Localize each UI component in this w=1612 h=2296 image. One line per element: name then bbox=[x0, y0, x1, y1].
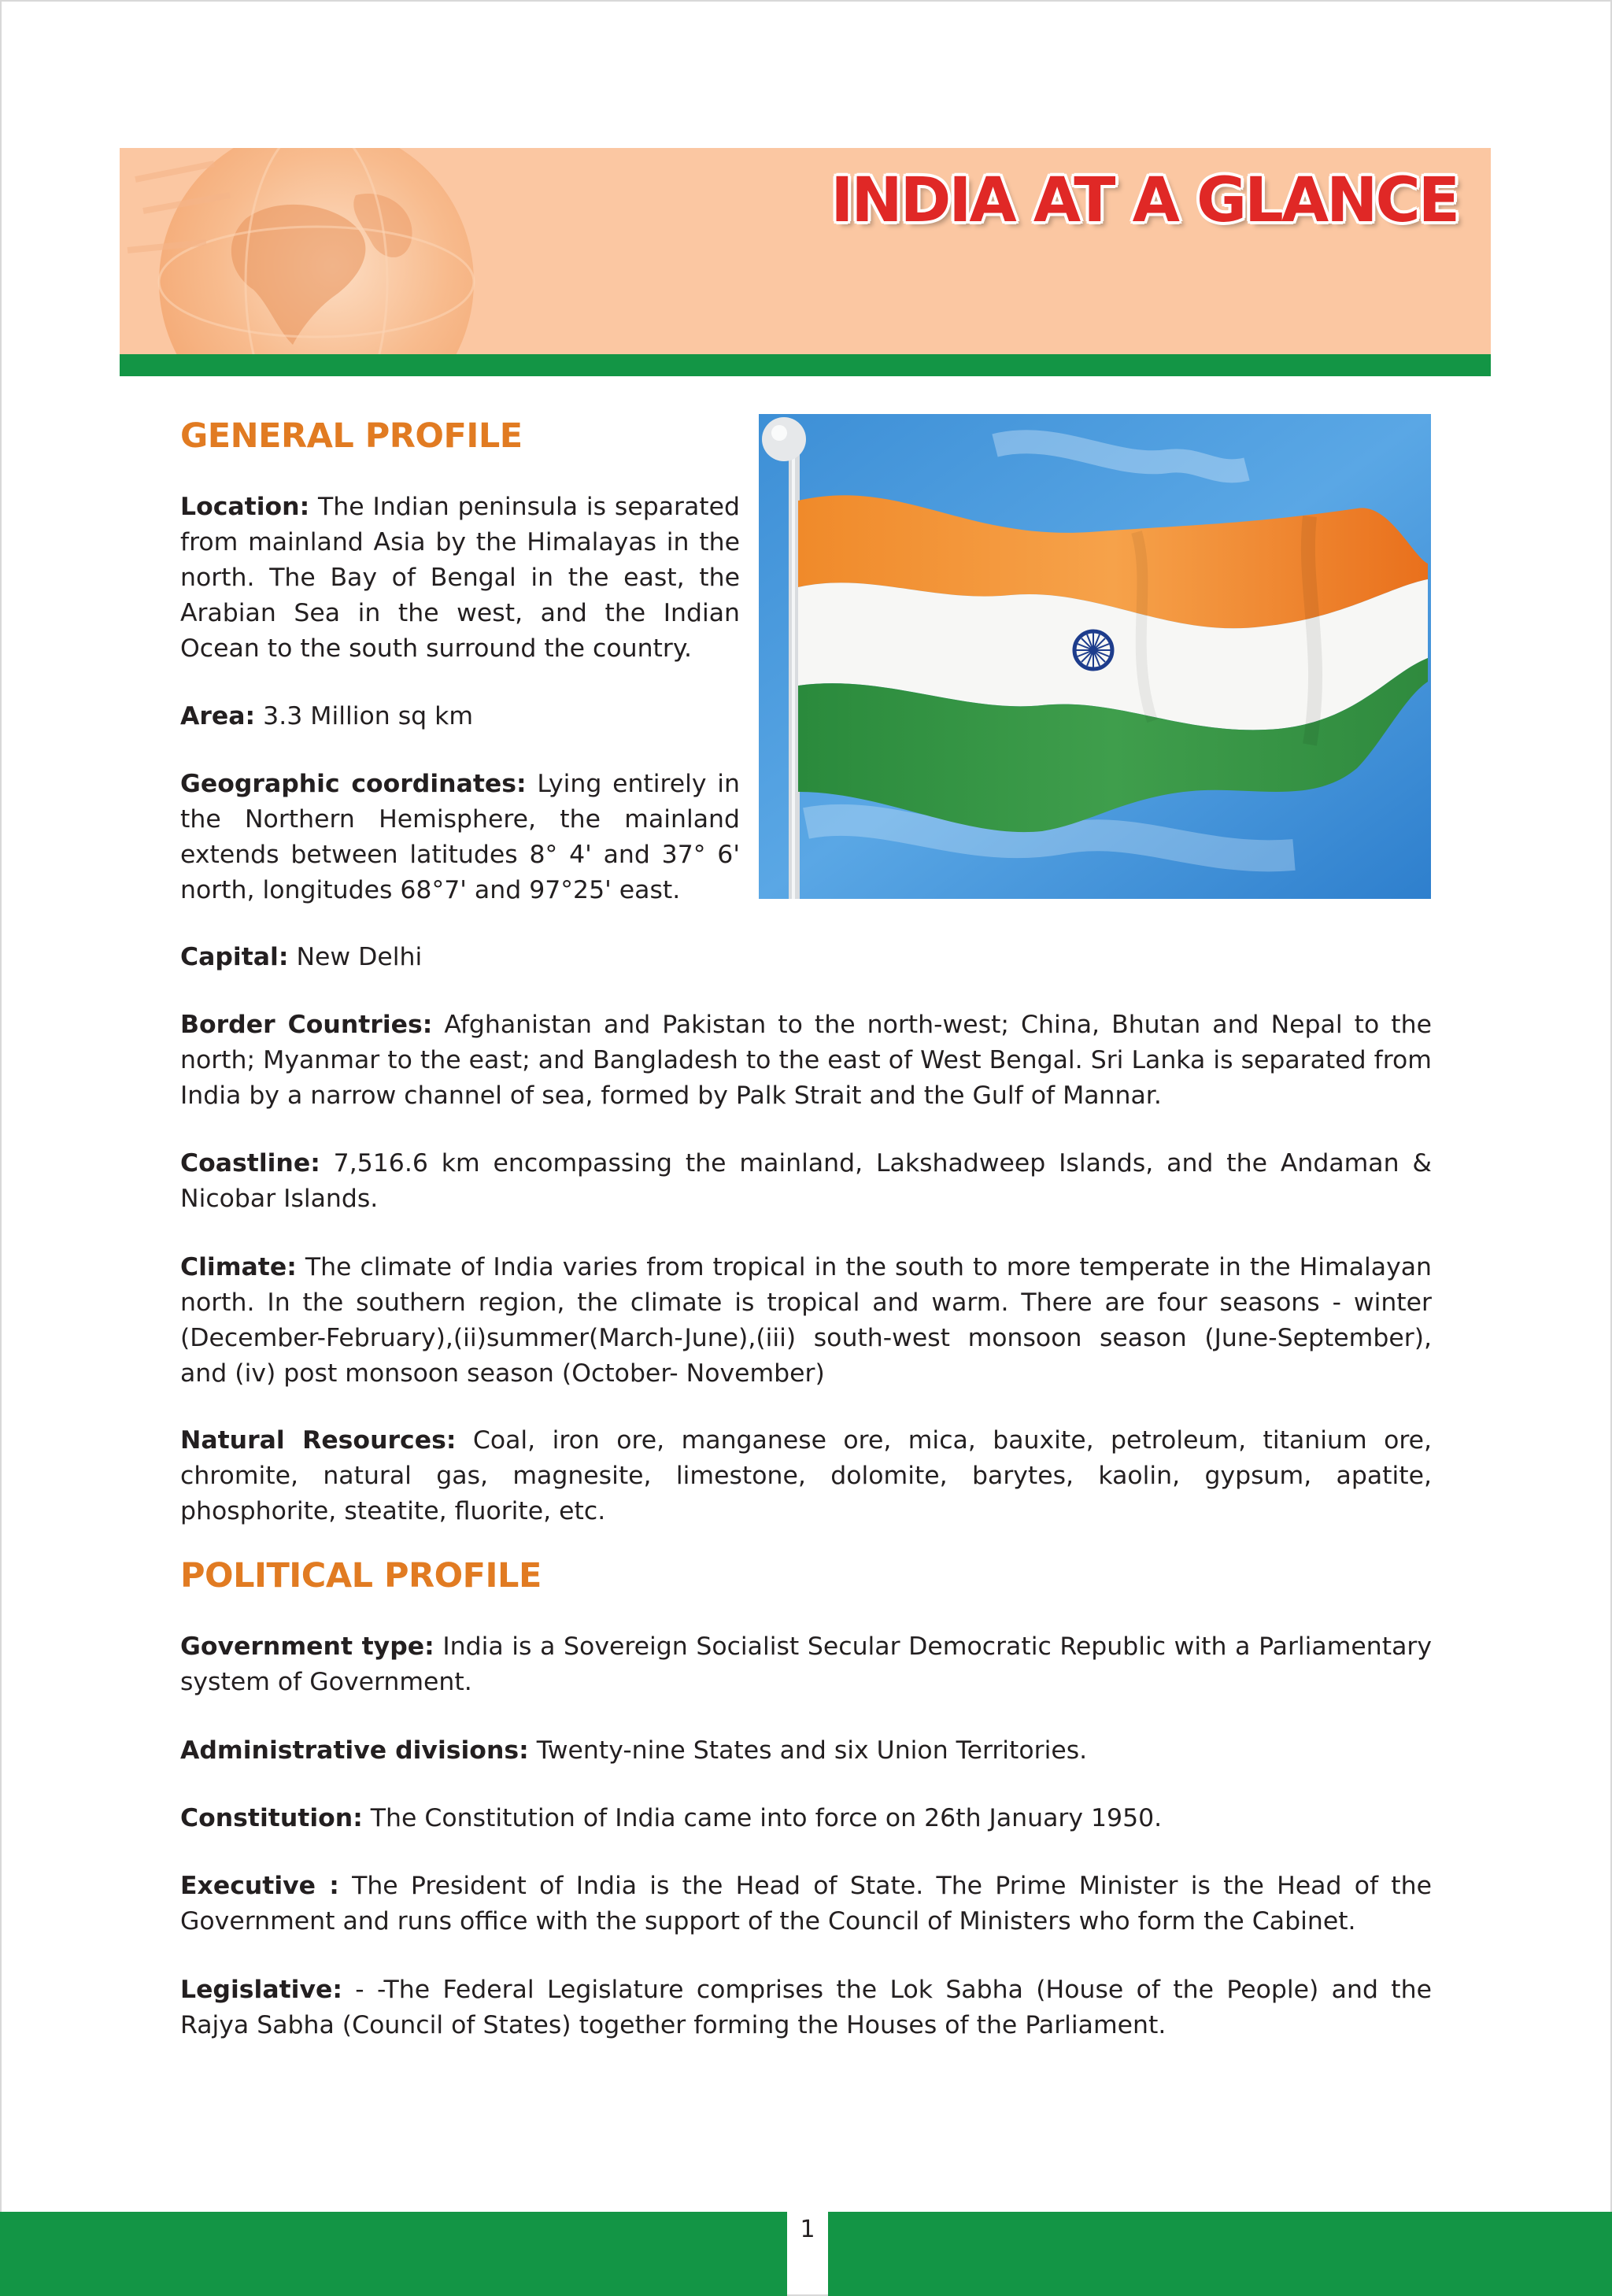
capital-label: Capital: bbox=[180, 943, 289, 971]
general-profile-heading: GENERAL PROFILE bbox=[180, 416, 523, 456]
climate-text: The climate of India varies from tropical in the south to more temperate in the Himalayan north. In the southern region, the climate is tropical and warm. There are four seasons - winter (December-February),(ii)summer(March-June),(iii) south-west monsoon season (June-September), and (iv) post monsoon season (October- November) bbox=[180, 1253, 1432, 1388]
natural-resources-paragraph bbox=[180, 1423, 1432, 1529]
climate-paragraph bbox=[180, 1250, 1432, 1392]
coordinates-label: Geographic coordinates: bbox=[180, 770, 527, 798]
government-type-text: India is a Sovereign Socialist Secular Democratic Republic with a Parliamentary system of Government. bbox=[180, 1632, 1432, 1696]
page-title: INDIA AT A GLANCE bbox=[830, 165, 1458, 236]
climate-label: Climate: bbox=[180, 1253, 297, 1281]
constitution-paragraph bbox=[180, 1801, 1432, 1836]
administrative-divisions-label: Administrative divisions: bbox=[180, 1736, 529, 1765]
header-stripe bbox=[120, 354, 1491, 376]
natural-resources-text: Coal, iron ore, manganese ore, mica, bauxite, petroleum, titanium ore, chromite, natural gas, magnesite, limestone, dolomite, barytes, kaolin, gypsum, apatite, phosphorite, steatite, fluorite, etc. bbox=[180, 1426, 1432, 1525]
area-paragraph bbox=[180, 699, 740, 734]
government-type-label: Government type: bbox=[180, 1632, 434, 1661]
capital-text: New Delhi bbox=[288, 943, 423, 971]
political-profile-heading: POLITICAL PROFILE bbox=[180, 1556, 542, 1595]
executive-paragraph bbox=[180, 1869, 1432, 1939]
border-countries-paragraph bbox=[180, 1008, 1432, 1114]
border-countries-label: Border Countries: bbox=[180, 1011, 433, 1039]
legislative-paragraph bbox=[180, 1972, 1432, 2043]
indian-flag-photo bbox=[759, 414, 1431, 899]
coastline-paragraph bbox=[180, 1146, 1432, 1217]
legislative-label: Legislative: bbox=[180, 1976, 342, 2004]
area-label: Area: bbox=[180, 702, 256, 730]
coordinates-text: Lying entirely in the Northern Hemisphere, the mainland extends between latitudes 8° 4' and 37° 6' north, longitudes 68°7' and 97°25' east. bbox=[180, 770, 740, 904]
constitution-text: The Constitution of India came into force on 26th January 1950. bbox=[362, 1804, 1163, 1832]
location-paragraph bbox=[180, 490, 740, 667]
legislative-text: - -The Federal Legislature comprises the Lok Sabha (House of the People) and the Rajya Sabha (Council of States) together forming the Houses of the Parliament. bbox=[180, 1976, 1432, 2039]
page-number: 1 bbox=[800, 2216, 815, 2243]
constitution-label: Constitution: bbox=[180, 1804, 363, 1832]
executive-label: Executive : bbox=[180, 1872, 339, 1900]
footer-bar-right bbox=[828, 2212, 1612, 2296]
border-countries-text: Afghanistan and Pakistan to the north-west; China, Bhutan and Nepal to the north; Myanmar to the east; and Bangladesh to the east of West Bengal. Sri Lanka is separated from India by a narrow channel of sea, formed by Palk Strait and the Gulf of Mannar. bbox=[180, 1011, 1432, 1110]
executive-text: The President of India is the Head of State. The Prime Minister is the Head of the Government and runs office with the support of the Council of Ministers who form the Cabinet. bbox=[180, 1872, 1432, 1936]
location-text: The Indian peninsula is separated from mainland Asia by the Himalayas in the north. The Bay of Bengal in the east, the Arabian Sea in the west, and the Indian Ocean to the south surround the country. bbox=[180, 493, 740, 663]
coastline-text: 7,516.6 km encompassing the mainland, Lakshadweep Islands, and the Andaman & Nicobar Islands. bbox=[180, 1149, 1432, 1213]
footer-bar-left bbox=[0, 2212, 787, 2296]
administrative-divisions-text: Twenty-nine States and six Union Territories. bbox=[528, 1736, 1088, 1765]
natural-resources-label: Natural Resources: bbox=[180, 1426, 457, 1455]
administrative-divisions-paragraph bbox=[180, 1733, 1432, 1769]
government-type-paragraph bbox=[180, 1629, 1432, 1700]
coordinates-paragraph bbox=[180, 767, 740, 908]
coastline-label: Coastline: bbox=[180, 1149, 320, 1178]
globe-graphic bbox=[120, 148, 529, 354]
header-banner bbox=[120, 148, 1491, 354]
location-label: Location: bbox=[180, 493, 310, 521]
area-text: 3.3 Million sq km bbox=[255, 702, 474, 730]
capital-paragraph bbox=[180, 940, 1432, 975]
